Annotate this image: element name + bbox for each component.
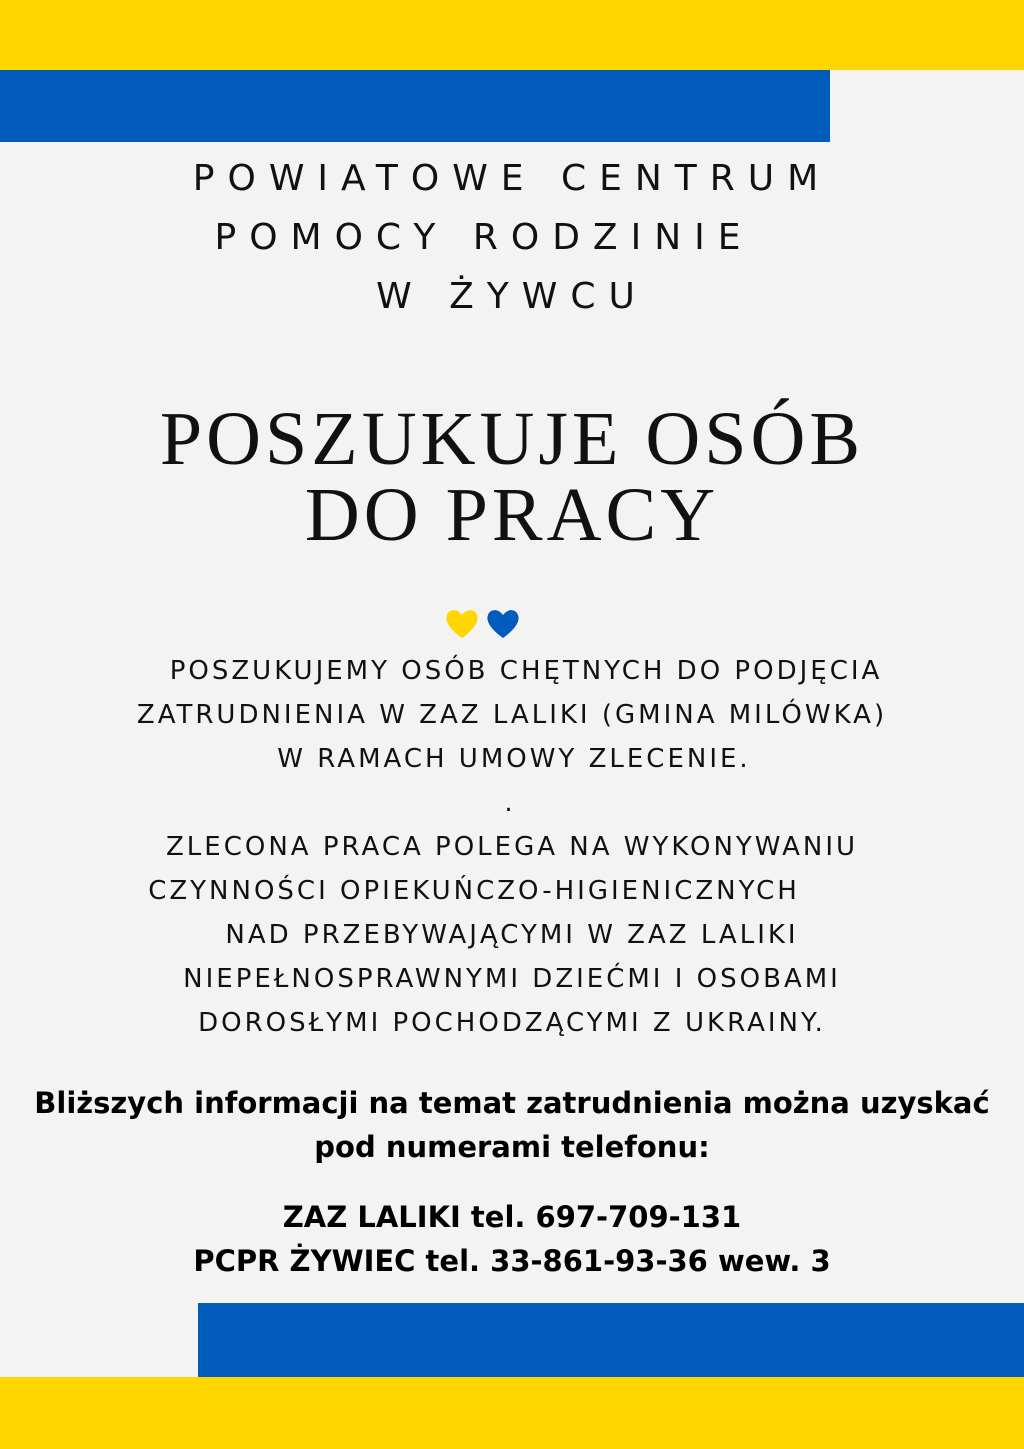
contact-zaz-laliki: ZAZ LALIKI tel. 697-709-131 xyxy=(282,1200,742,1234)
organization-name-line-3: W ŻYWCU xyxy=(376,276,648,317)
top-blue-band xyxy=(0,70,830,142)
hearts-decoration xyxy=(443,604,523,644)
bottom-blue-band xyxy=(198,1303,1024,1377)
organization-name-line-1: POWIATOWE CENTRUM xyxy=(192,158,832,199)
headline-line-2: DO PRACY xyxy=(304,473,720,557)
info-line-1: Bliższych informacji na temat zatrudnienia można uzyskać xyxy=(34,1086,990,1120)
bottom-yellow-band xyxy=(0,1377,1024,1449)
paragraph2-line-3: NAD PRZEBYWAJĄCYMI W ZAZ LALIKI xyxy=(225,920,799,950)
contact-pcpr-zywiec: PCPR ŻYWIEC tel. 33-861-93-36 wew. 3 xyxy=(193,1244,831,1278)
paragraph2-line-5: DOROSŁYMI POCHODZĄCYMI Z UKRAINY. xyxy=(198,1008,826,1038)
blue-heart-icon xyxy=(487,610,518,638)
hearts-svg xyxy=(443,604,523,644)
separator-dot: . xyxy=(504,788,516,818)
paragraph2-line-4: NIEPEŁNOSPRAWNYMI DZIEĆMI I OSOBAMI xyxy=(183,964,841,994)
paragraph1-line-3: W RAMACH UMOWY ZLECENIE. xyxy=(277,744,751,774)
paragraph1-line-1: POSZUKUJEMY OSÓB CHĘTNYCH DO PODJĘCIA xyxy=(169,656,883,686)
paragraph2-line-2: CZYNNOŚCI OPIEKUŃCZO-HIGIENICZNYCH xyxy=(148,876,800,906)
info-line-2: pod numerami telefonu: xyxy=(314,1130,710,1164)
yellow-heart-icon xyxy=(446,610,477,638)
top-yellow-band xyxy=(0,0,1024,70)
paragraph2-line-1: ZLECONA PRACA POLEGA NA WYKONYWANIU xyxy=(165,832,859,862)
headline-line-1: POSZUKUJE OSÓB xyxy=(159,397,865,481)
organization-name-line-2: POMOCY RODZINIE xyxy=(214,217,754,258)
paragraph1-line-2: ZATRUDNIENIA W ZAZ LALIKI (GMINA MILÓWKA) xyxy=(136,700,888,730)
